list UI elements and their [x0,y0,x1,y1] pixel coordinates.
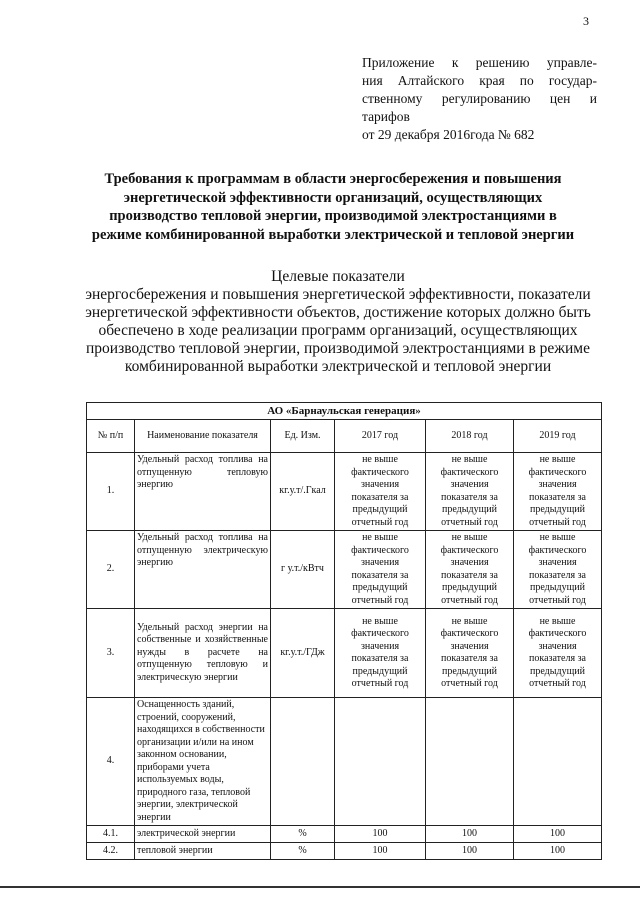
row-2017 [335,698,426,826]
row-2018 [426,698,514,826]
row-name: Оснащенность зданий, строений, сооружений, находящихся в собственности организации и/или на ином законном основании, приборами учета используемых воды, природного газа, тепловой энергии, электрической энергии [135,698,271,826]
subtitle-heading: Целевые показатели [271,268,405,285]
row-2018: не выше фактического значения показателя за предыдущий отчетный год [426,609,514,698]
row-unit: кг.у.т./ГДж [271,609,335,698]
row-2017: 100 [335,843,426,860]
row-2019: не выше фактического значения показателя за предыдущий отчетный год [514,453,602,531]
row-name: электрической энергии [135,826,271,843]
indicators-table [86,402,602,860]
subtitle-text: энергосбережения и повышения энергетической эффективности, показатели энергетической эффективности объектов, достижение которых должно быть обеспечено в ходе реализации программ организаций, осуществляющих производство тепловой энергии, производимой электростанциями в режиме комбинированной выработки электрической и тепловой энергии [85,286,591,375]
row-2018: не выше фактического значения показателя за предыдущий отчетный год [426,453,514,531]
row-unit: г у.т./кВтч [271,531,335,609]
page-number: 3 [583,14,589,28]
appendix-date: от 29 декабря 2016года № 682 [362,127,535,142]
row-name: Удельный расход энергии на собственные и хозяйственные нужды в расчете на отпущенную тепловую и электрическую энергии [135,609,271,698]
appendix-block [362,54,597,144]
row-name: Удельный расход топлива на отпущенную электрическую энергию [135,531,271,609]
table-row [87,843,602,860]
company-name: АО «Барнаульская генерация» [87,403,602,420]
table-row [87,698,602,826]
appendix-line: тарифов [362,109,410,124]
table-row [87,826,602,843]
row-2018: 100 [426,843,514,860]
row-2019: 100 [514,843,602,860]
document-title: Требования к программам в области энергосбережения и повышения энергетической эффективности организаций, осуществляющих производство тепловой энергии, производимой электростанциями в режиме комбинированной выработки электрической и тепловой энергии [91,171,575,243]
row-2018: 100 [426,826,514,843]
scan-edge-divider [0,886,640,888]
row-2017: не выше фактического значения показателя за предыдущий отчетный год [335,609,426,698]
row-2018: не выше фактического значения показателя за предыдущий отчетный год [426,531,514,609]
row-unit [271,698,335,826]
row-2019 [514,698,602,826]
row-num: 4.2. [87,843,135,860]
table-header-row [87,420,602,453]
row-2017: не выше фактического значения показателя за предыдущий отчетный год [335,531,426,609]
header-name: Наименование показателя [135,420,271,453]
row-2019: 100 [514,826,602,843]
row-name: Удельный расход топлива на отпущенную тепловую энергию [135,453,271,531]
header-2017: 2017 год [335,420,426,453]
subtitle-block [78,268,598,376]
row-num: 1. [87,453,135,531]
table-row [87,453,602,531]
table-row [87,609,602,698]
row-unit: % [271,826,335,843]
header-unit: Ед. Изм. [271,420,335,453]
table-row [87,531,602,609]
appendix-line: ния Алтайского края по государ- [362,73,597,88]
row-2017: 100 [335,826,426,843]
row-2017: не выше фактического значения показателя за предыдущий отчетный год [335,453,426,531]
row-2019: не выше фактического значения показателя за предыдущий отчетный год [514,531,602,609]
row-num: 3. [87,609,135,698]
row-unit: кг.у.т/.Гкал [271,453,335,531]
appendix-line: ственному регулированию цен и [362,91,597,106]
appendix-line: Приложение к решению управле- [362,55,597,70]
row-2019: не выше фактического значения показателя за предыдущий отчетный год [514,609,602,698]
row-num: 4. [87,698,135,826]
header-2018: 2018 год [426,420,514,453]
row-num: 4.1. [87,826,135,843]
row-unit: % [271,843,335,860]
row-num: 2. [87,531,135,609]
header-2019: 2019 год [514,420,602,453]
header-num: № п/п [87,420,135,453]
row-name: тепловой энергии [135,843,271,860]
